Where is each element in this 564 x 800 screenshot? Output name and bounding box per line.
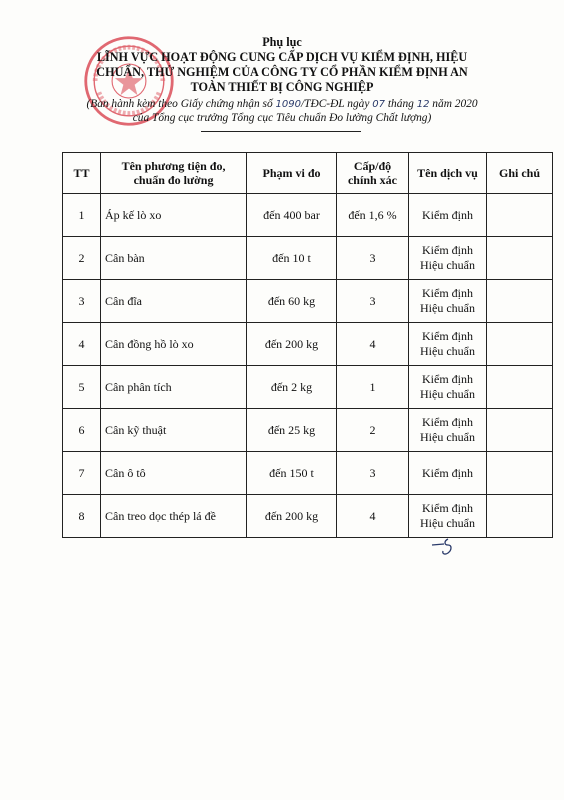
cell-note — [487, 237, 553, 280]
cell-range: đến 60 kg — [247, 280, 337, 323]
table-row — [63, 452, 553, 495]
service-line-1: Kiểm định — [422, 372, 473, 386]
cell-accuracy: 3 — [337, 280, 409, 323]
cell-tt: 8 — [63, 495, 101, 538]
issue-month: 12 — [416, 99, 430, 110]
cell-note — [487, 280, 553, 323]
cell-accuracy: 3 — [337, 452, 409, 495]
cell-range: đến 25 kg — [247, 409, 337, 452]
header-range: Phạm vi đo — [247, 153, 337, 194]
issued-prefix: (Ban hành kèm theo Giấy chứng nhận số — [86, 98, 273, 110]
cell-range: đến 150 t — [247, 452, 337, 495]
cell-tt: 3 — [63, 280, 101, 323]
table-row — [63, 495, 553, 538]
issued-mid: /TĐC-ĐL ngày — [300, 98, 370, 110]
cell-name: Cân kỹ thuật — [101, 409, 247, 452]
issued-line-1 — [40, 97, 524, 112]
service-line-2: Hiệu chuẩn — [420, 430, 475, 444]
service-line-1: Kiểm định — [422, 465, 473, 480]
service-line-2: Hiệu chuẩn — [420, 258, 475, 272]
cell-note — [487, 366, 553, 409]
cell-range: đến 200 kg — [247, 495, 337, 538]
cell-service — [409, 366, 487, 409]
cell-note — [487, 194, 553, 237]
cell-tt: 4 — [63, 323, 101, 366]
service-line-2: Hiệu chuẩn — [420, 301, 475, 315]
cell-name: Cân bàn — [101, 237, 247, 280]
table-row — [63, 237, 553, 280]
cert-number: 1090 — [275, 99, 301, 110]
table-row — [63, 409, 553, 452]
cell-name: Cân đồng hồ lò xo — [101, 323, 247, 366]
cell-name: Cân đĩa — [101, 280, 247, 323]
service-line-1: Kiểm định — [422, 415, 473, 429]
cell-note — [487, 495, 553, 538]
header-service: Tên dịch vụ — [409, 153, 487, 194]
service-line-2: Hiệu chuẩn — [420, 516, 475, 530]
cell-service — [409, 194, 487, 237]
cell-accuracy: 4 — [337, 323, 409, 366]
appendix-label: Phụ lục — [262, 35, 302, 49]
cell-service — [409, 280, 487, 323]
header-accuracy: Cấp/độ chính xác — [337, 153, 409, 194]
service-line-2: Hiệu chuẩn — [420, 387, 475, 401]
cell-note — [487, 409, 553, 452]
title-line-2: CHUẨN, THỬ NGHIỆM CỦA CÔNG TY CỔ PHẦN KIỂM ĐỊNH AN — [96, 65, 468, 79]
cell-accuracy: 3 — [337, 237, 409, 280]
cell-range: đến 200 kg — [247, 323, 337, 366]
cell-service — [409, 237, 487, 280]
cell-name: Cân treo dọc thép lá đề — [101, 495, 247, 538]
service-line-1: Kiểm định — [422, 501, 473, 515]
cell-range: đến 2 kg — [247, 366, 337, 409]
cell-name: Cân ô tô — [101, 452, 247, 495]
table-header-row — [63, 153, 553, 194]
header-name: Tên phương tiện đo, chuẩn đo lường — [101, 153, 247, 194]
month-label: tháng — [387, 98, 414, 110]
table-row — [63, 323, 553, 366]
header-tt: TT — [63, 153, 101, 194]
cell-accuracy: 1 — [337, 366, 409, 409]
cell-note — [487, 323, 553, 366]
cell-service — [409, 409, 487, 452]
cell-service — [409, 323, 487, 366]
cell-range: đến 10 t — [247, 237, 337, 280]
handwritten-initial-mark — [430, 535, 456, 557]
issued-line-2: của Tổng cục trưởng Tổng cục Tiêu chuẩn Đo lường Chất lượng) — [132, 112, 432, 124]
service-line-1: Kiểm định — [422, 207, 473, 222]
title-line-3: TOÀN THIẾT BỊ CÔNG NGHIỆP — [190, 80, 374, 94]
cell-accuracy: 2 — [337, 409, 409, 452]
table-row — [63, 194, 553, 237]
service-line-2: Hiệu chuẩn — [420, 344, 475, 358]
table-row — [63, 280, 553, 323]
cell-service — [409, 452, 487, 495]
cell-accuracy: 4 — [337, 495, 409, 538]
title-line-1: LĨNH VỰC HOẠT ĐỘNG CUNG CẤP DỊCH VỤ KIỂM ĐỊNH, HIỆU — [96, 50, 468, 64]
cell-name: Cân phân tích — [101, 366, 247, 409]
cell-range: đến 400 bar — [247, 194, 337, 237]
header-note: Ghi chú — [487, 153, 553, 194]
services-table — [62, 152, 553, 538]
cell-note — [487, 452, 553, 495]
cell-tt: 5 — [63, 366, 101, 409]
issue-year: năm 2020 — [432, 98, 478, 110]
cell-name: Áp kế lò xo — [101, 194, 247, 237]
cell-tt: 1 — [63, 194, 101, 237]
cell-service — [409, 495, 487, 538]
header-divider — [201, 131, 361, 132]
service-line-1: Kiểm định — [422, 329, 473, 343]
cell-tt: 6 — [63, 409, 101, 452]
cell-tt: 2 — [63, 237, 101, 280]
service-line-1: Kiểm định — [422, 243, 473, 257]
service-line-1: Kiểm định — [422, 286, 473, 300]
cell-accuracy: đến 1,6 % — [337, 194, 409, 237]
table-row — [63, 366, 553, 409]
issue-day: 07 — [372, 99, 386, 110]
cell-tt: 7 — [63, 452, 101, 495]
